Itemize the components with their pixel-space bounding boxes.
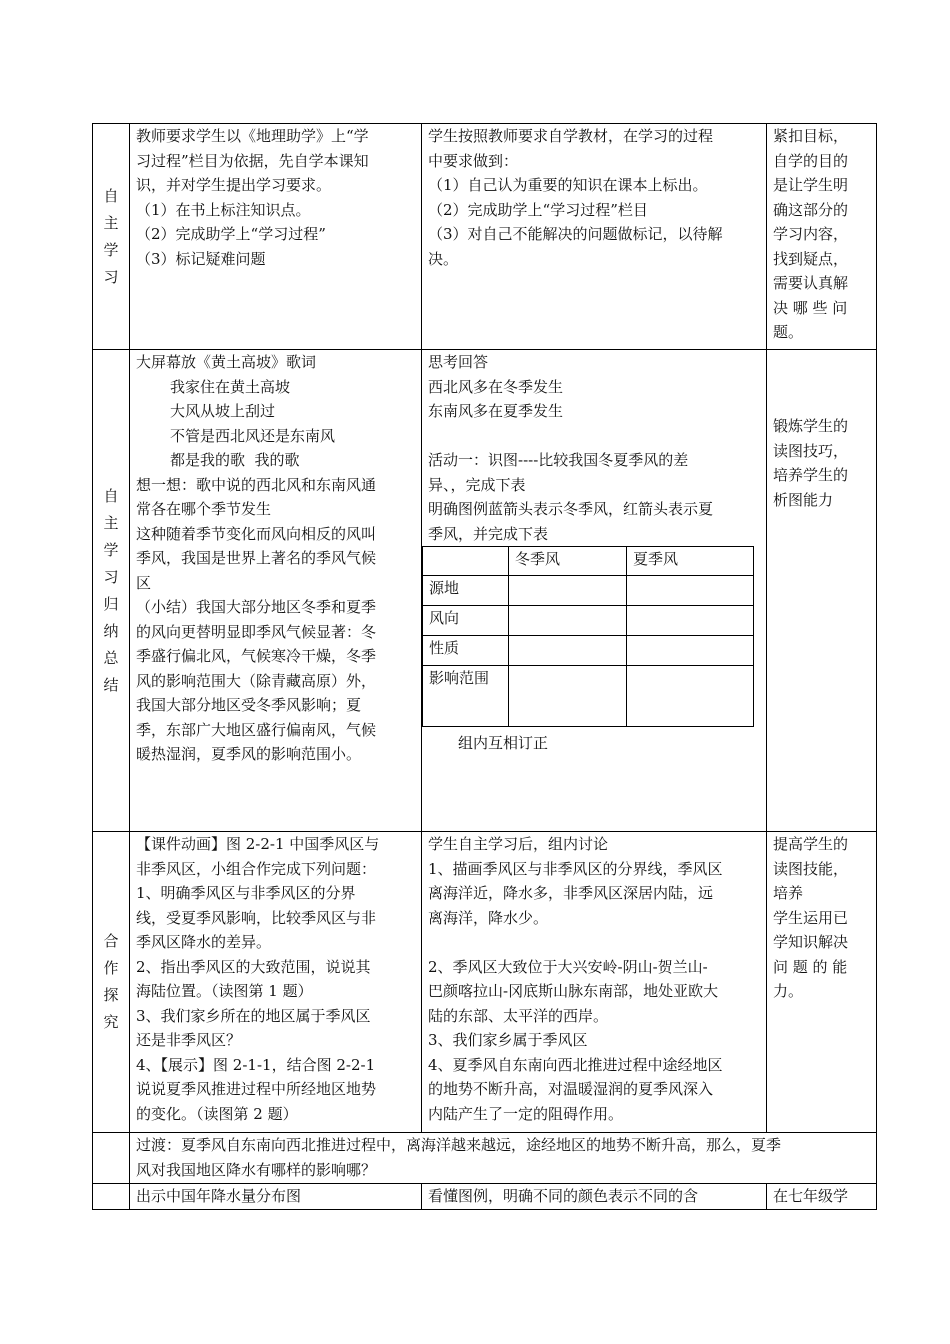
text-line: 学生运用已	[773, 908, 849, 927]
text-line: 学知识解决	[773, 933, 849, 951]
comparison-header-cell: 冬季风	[509, 547, 627, 576]
design-purpose-cell	[767, 832, 877, 1133]
text-line: 季风，并完成下表	[428, 524, 549, 543]
text-line: 季，东部广大地区盛行偏南风，气候	[136, 720, 377, 739]
stage-cell	[93, 350, 130, 832]
design-purpose-text	[773, 1184, 870, 1209]
comparison-blank-cell[interactable]	[509, 636, 627, 666]
text-line: 的风向更替明显即季风气候显著：冬	[136, 622, 377, 641]
text-line: 确这部分的	[773, 200, 849, 219]
text-line: 1、描画季风区与非季风区的分界线，季风区	[428, 859, 723, 878]
text-line: （2）完成助学上“学习过程”栏目	[428, 200, 648, 219]
comparison-row-label: 性质	[423, 636, 509, 666]
text-line: 读图技巧，	[773, 441, 849, 460]
text-line: 看懂图例，明确不同的颜色表示不同的含	[428, 1187, 699, 1205]
text-line: 出示中国年降水量分布图	[136, 1187, 302, 1205]
comparison-row-label: 风向	[423, 606, 509, 636]
text-line: 季风，我国是世界上著名的季风气候	[136, 549, 377, 567]
stage-label: 自主学习	[103, 186, 119, 286]
teacher-activity-cell	[130, 1184, 422, 1210]
text-line: 读图技能，	[773, 859, 849, 878]
text-line: 暖热湿润，夏季风的影响范围小。	[136, 745, 362, 763]
transition-text	[136, 1133, 870, 1182]
text-line: （1）自己认为重要的知识在课本上标出。	[428, 176, 708, 194]
design-purpose-text	[773, 124, 870, 345]
text-line: 离海洋近，降水多，非季风区深居内陆，远	[428, 884, 714, 902]
text-line	[428, 424, 760, 449]
text-line: 是让学生明	[773, 176, 849, 194]
student-activity-text	[428, 350, 760, 546]
text-line: （3）对自己不能解决的问题做标记，以待解	[428, 225, 723, 243]
text-line	[428, 930, 760, 955]
stage-cell	[93, 124, 130, 350]
comparison-blank-cell[interactable]	[627, 576, 754, 606]
text-line: 这种随着季节变化而风向相反的风叫	[136, 524, 377, 543]
student-activity-cell	[422, 350, 767, 832]
text-line: 大屏幕放《黄土高坡》歌词	[136, 353, 317, 371]
text-line: 找到疑点，	[773, 249, 849, 268]
comparison-header-cell	[423, 547, 509, 576]
comparison-blank-cell[interactable]	[509, 576, 627, 606]
teacher-activity-text	[136, 350, 415, 767]
stage-label: 自主学习归纳总结	[103, 486, 119, 694]
text-line: 陆的东部、太平洋的西岸。	[428, 1006, 609, 1025]
text-line: 过渡：夏季风自东南向西北推进过程中，离海洋越来越远，途经地区的地势不断升高，那么，夏季	[136, 1136, 782, 1154]
stage-cell	[93, 1184, 130, 1210]
design-purpose-text	[773, 832, 870, 1004]
text-line: （小结）我国大部分地区冬季和夏季	[136, 598, 377, 616]
text-line: 学生按照教师要求自学教材，在学习的过程	[428, 127, 714, 145]
table-row	[93, 350, 877, 832]
text-line: 东南风多在夏季发生	[428, 402, 564, 420]
text-line: 不管是西北风还是东南风	[170, 426, 336, 445]
text-line: （3）标记疑难问题	[136, 249, 266, 268]
text-line: 的地势不断升高，对温暖湿润的夏季风深入	[428, 1080, 714, 1098]
text-line: 明确图例蓝箭头表示冬季风，红箭头表示夏	[428, 500, 714, 518]
text-line: 异、，完成下表	[428, 475, 526, 494]
student-activity-cell	[422, 124, 767, 350]
lesson-plan-table	[92, 123, 877, 1210]
comparison-header-row	[423, 547, 754, 576]
stage-cell	[93, 1133, 130, 1184]
student-activity-text	[428, 124, 760, 271]
text-line: 识，并对学生提出学习要求。	[136, 176, 332, 194]
text-line: 培养	[773, 884, 804, 902]
text-line: 线，受夏季风影响，比较季风区与非	[136, 908, 377, 927]
comparison-row	[423, 576, 754, 606]
text-line: 巴颜喀拉山-冈底斯山脉东南部，地处亚欧大	[428, 982, 719, 1000]
table-row	[93, 832, 877, 1133]
teacher-activity-cell	[130, 350, 422, 832]
text-line: 西北风多在冬季发生	[428, 377, 564, 396]
transition-cell	[130, 1133, 877, 1184]
monsoon-comparison-table	[422, 546, 754, 727]
text-line: 活动一：识图----比较我国冬夏季风的差	[428, 451, 689, 469]
text-line: 提高学生的	[773, 835, 849, 853]
text-line: 自学的目的	[773, 151, 849, 170]
text-line: 紧扣目标，	[773, 127, 849, 145]
text-line: 想一想：歌中说的西北风和东南风通	[136, 475, 377, 494]
teacher-activity-cell	[130, 124, 422, 350]
text-line: 析图能力	[773, 490, 834, 509]
text-line: 习过程”栏目为依据，先自学本课知	[136, 151, 369, 170]
text-line: （1）在书上标注知识点。	[136, 200, 311, 219]
text-line: 1、明确季风区与非季风区的分界	[136, 884, 356, 902]
teacher-activity-text	[136, 832, 415, 1126]
stage-label: 合作探究	[103, 932, 119, 1031]
design-purpose-text	[773, 414, 870, 512]
text-line: 离海洋，降水少。	[428, 908, 549, 927]
table-row	[93, 1133, 877, 1184]
text-line: 在七年级学	[773, 1187, 849, 1205]
group-correction-note: 组内互相订正	[458, 734, 549, 752]
text-line: 我国大部分地区受冬季风影响；夏	[136, 696, 362, 714]
text-line: 还是非季风区？	[136, 1031, 242, 1049]
text-line: 3、我们家乡属于季风区	[428, 1031, 588, 1049]
text-line: 风的影响范围大（除青藏高原）外，	[136, 671, 377, 690]
text-line: 4、【展示】图 2-1-1，结合图 2-2-1	[136, 1055, 376, 1074]
text-line: 2、季风区大致位于大兴安岭-阴山-贺兰山-	[428, 957, 708, 976]
comparison-row-label: 源地	[423, 576, 509, 606]
text-line: （2）完成助学上“学习过程”	[136, 225, 326, 243]
student-activity-cell	[422, 832, 767, 1133]
text-line: 我家住在黄土高坡	[170, 377, 291, 396]
design-purpose-cell	[767, 124, 877, 350]
comparison-blank-cell[interactable]	[627, 606, 754, 636]
text-line: 2、指出季风区的大致范围，说说其	[136, 957, 371, 976]
text-line: 风对我国地区降水有哪样的影响哪？	[136, 1160, 377, 1179]
text-line: 3、我们家乡所在的地区属于季风区	[136, 1006, 371, 1025]
text-line: 说说夏季风推进过程中所经地区地势	[136, 1080, 377, 1098]
text-line: 中要求做到：	[428, 151, 519, 170]
stage-cell	[93, 832, 130, 1133]
teacher-activity-text	[136, 1184, 415, 1209]
text-line: 非季风区，小组合作完成下列问题：	[136, 859, 377, 878]
text-line: 锻炼学生的	[773, 417, 849, 435]
text-line: 季风区降水的差异。	[136, 933, 272, 951]
text-line: 决 哪 些 问	[773, 298, 848, 317]
teacher-activity-text	[136, 124, 415, 271]
table-row	[93, 1184, 877, 1210]
text-line: 思考回答	[428, 353, 489, 371]
design-purpose-cell	[767, 1184, 877, 1210]
table-row	[93, 124, 877, 350]
comparison-header-cell: 夏季风	[627, 547, 754, 576]
text-line: 学生自主学习后，组内讨论	[428, 835, 609, 853]
text-line: 海陆位置。（读图第 1 题）	[136, 982, 313, 1000]
text-line: 教师要求学生以《地理助学》上“学	[136, 127, 369, 145]
design-purpose-cell	[767, 350, 877, 832]
comparison-row	[423, 636, 754, 666]
teacher-activity-cell	[130, 832, 422, 1133]
text-line: 需要认真解	[773, 274, 849, 292]
text-line: 都是我的歌 我的歌	[170, 451, 300, 469]
comparison-blank-cell[interactable]	[509, 606, 627, 636]
text-line: 力。	[773, 982, 804, 1000]
comparison-blank-cell[interactable]	[509, 666, 627, 727]
text-line: 常各在哪个季节发生	[136, 500, 272, 518]
student-activity-text	[428, 1184, 760, 1209]
text-line: 大风从坡上刮过	[170, 402, 276, 420]
student-activity-text	[428, 832, 760, 1126]
text-line: 的变化。（读图第 2 题）	[136, 1104, 298, 1123]
student-activity-cell	[422, 1184, 767, 1210]
text-line: 决。	[428, 249, 459, 268]
text-line: 学习内容，	[773, 225, 849, 243]
comparison-row	[423, 606, 754, 636]
text-line: 4、夏季风自东南向西北推进过程中途经地区	[428, 1055, 723, 1074]
text-line: 题。	[773, 323, 804, 341]
comparison-blank-cell[interactable]	[627, 666, 754, 727]
text-line: 区	[136, 573, 152, 592]
comparison-blank-cell[interactable]	[627, 636, 754, 666]
comparison-row	[423, 666, 754, 727]
text-line: 培养学生的	[773, 466, 849, 484]
text-line: 季盛行偏北风，气候寒冷干燥，冬季	[136, 647, 377, 665]
comparison-row-label: 影响范围	[423, 666, 509, 727]
text-line: 【课件动画】图 2-2-1 中国季风区与	[136, 835, 380, 853]
text-line: 内陆产生了一定的阻碍作用。	[428, 1104, 624, 1123]
text-line: 问 题 的 能	[773, 957, 848, 976]
